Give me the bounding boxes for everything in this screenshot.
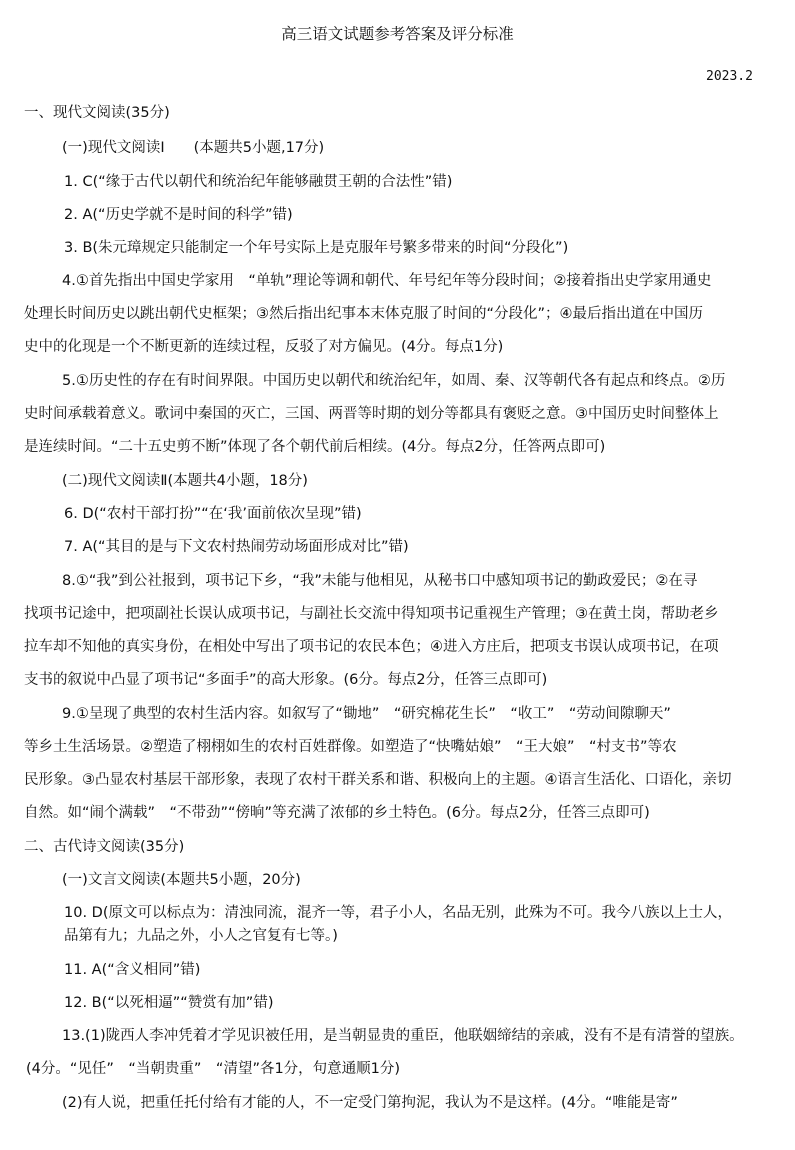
answer-line: 4.①首先指出中国史学家用 “单轨”理论等调和朝代、年号纪年等分段时间；②接着指出史学家用通史: [62, 273, 712, 289]
answer-line: 民形象。③凸显农村基层干部形象，表现了农村干群关系和谐、积极向上的主题。④语言生活化、口语化，亲切: [24, 772, 732, 788]
subsection-heading: (二)现代文阅读Ⅱ(本题共4小题，18分): [62, 473, 308, 489]
answer-line: 找项书记途中，把项副社长误认成项书记，与副社长交流中得知项书记重视生产管理；③在黄土岗，帮助老乡: [24, 606, 719, 622]
answer-line: 11. A(“含义相同”错): [64, 962, 201, 978]
answer-line: 是连续时间。“二十五史剪不断”体现了各个朝代前后相续。(4分。每点2分，任答两点即可): [24, 439, 606, 455]
document-date: 2023.2: [706, 69, 753, 84]
subsection-heading: (一)文言文阅读(本题共5小题，20分): [62, 872, 301, 888]
answer-line: 7. A(“其目的是与下文农村热闹劳动场面形成对比”错): [64, 539, 409, 555]
answer-line: 6. D(“农村干部打扮”“在‘我’面前依次呈现”错): [64, 506, 362, 522]
answer-line: 支书的叙说中凸显了项书记“多面手”的高大形象。(6分。每点2分，任答三点即可): [24, 672, 548, 688]
answer-line: (4分。“见任” “当朝贵重” “清望”各1分，句意通顺1分): [26, 1061, 401, 1077]
answer-line: 1. C(“缘于古代以朝代和统治纪年能够融贯王朝的合法性”错): [64, 174, 453, 190]
answer-line: 品第有九；九品之外，小人之官复有七等。): [64, 928, 338, 944]
answer-line: 史时间承载着意义。歌词中秦国的灭亡，三国、两晋等时期的划分等都具有褒贬之意。③中国历史时间整体上: [24, 406, 719, 422]
answer-line: 9.①呈现了典型的农村生活内容。如叙写了“锄地” “研究棉花生长” “收工” “劳动间隙聊天”: [62, 706, 671, 722]
answer-line: 史中的化现是一个不断更新的连续过程，反驳了对方偏见。(4分。每点1分): [24, 339, 504, 355]
answer-line: 12. B(“以死相逼”“赞赏有加”错): [64, 995, 274, 1011]
answer-line: 13.(1)陇西人李冲凭着才学见识被任用，是当朝显贵的重臣，他联姻缔结的亲戚，没有不是有清誉的望族。: [62, 1028, 744, 1044]
answer-line: (2)有人说，把重任托付给有才能的人，不一定受门第拘泥，我认为不是这样。(4分。“唯能是寄”: [62, 1095, 678, 1111]
answer-line: 5.①历史性的存在有时间界限。中国历史以朝代和统治纪年，如周、秦、汉等朝代各有起点和终点。②历: [62, 373, 726, 389]
section-heading: 一、现代文阅读(35分): [24, 105, 170, 121]
answer-line: 拉车却不知他的真实身份，在相处中写出了项书记的农民本色；④进入方庄后，把项支书误认成项书记，在项: [24, 639, 719, 655]
answer-line: 8.①“我”到公社报到，项书记下乡，“我”未能与他相见，从秘书口中感知项书记的勤政爱民；②在寻: [62, 573, 698, 589]
answer-line: 自然。如“闹个满载” “不带劲”“傍晌”等充满了浓郁的乡土特色。(6分。每点2分，任答三点即可): [24, 805, 650, 821]
answer-line: 3. B(朱元璋规定只能制定一个年号实际上是克服年号繁多带来的时间“分段化”): [64, 240, 569, 256]
answer-line: 处理长时间历史以跳出朝代史框架；③然后指出纪事本末体克服了时间的“分段化”；④最后指出道在中国历: [24, 306, 704, 322]
section-heading: 二、古代诗文阅读(35分): [24, 839, 185, 855]
page-title: 高三语文试题参考答案及评分标准: [281, 25, 514, 43]
answer-line: 等乡土生活场景。②塑造了栩栩如生的农村百姓群像。如塑造了“快嘴姑娘” “王大娘” “村支书”等农: [24, 739, 677, 755]
subsection-heading: (一)现代文阅读Ⅰ (本题共5小题,17分): [62, 140, 325, 156]
answer-line: 10. D(原文可以标点为：清浊同流，混齐一等，君子小人，名品无别，此殊为不可。我今八族以上士人，: [64, 905, 732, 921]
answer-line: 2. A(“历史学就不是时间的科学”错): [64, 207, 293, 223]
